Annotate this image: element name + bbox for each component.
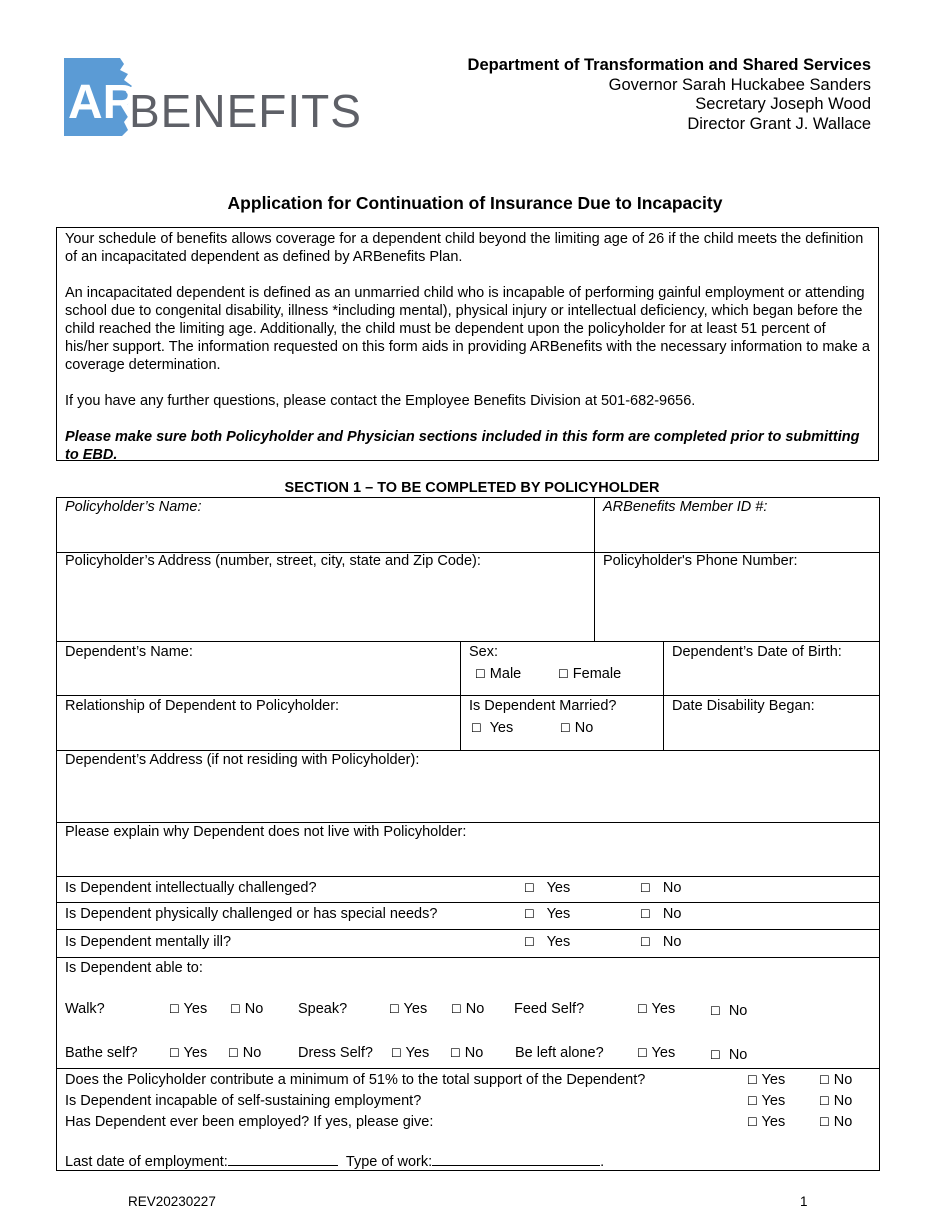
q-self-sustaining-label: Is Dependent incapable of self-sustaining employment? — [65, 1093, 422, 1109]
dependent-address-field[interactable] — [65, 772, 873, 818]
no-label: No — [574, 720, 594, 736]
no-label: No — [244, 1001, 264, 1017]
yes-label: Yes — [761, 1114, 786, 1130]
checkbox-icon[interactable]: ☐ — [230, 1002, 241, 1016]
checkbox-icon[interactable]: ☐ — [819, 1073, 830, 1087]
no-label: No — [662, 906, 682, 922]
policyholder-name-label: Policyholder’s Name: — [65, 499, 202, 515]
female-label: Female — [572, 666, 622, 682]
yes-label: Yes — [761, 1072, 786, 1088]
checkbox-icon[interactable]: ☐ — [391, 1046, 402, 1060]
policyholder-phone-label: Policyholder's Phone Number: — [603, 553, 798, 569]
secretary-line: Secretary Joseph Wood — [695, 95, 871, 114]
q-physical-no[interactable] — [640, 906, 681, 922]
no-label: No — [464, 1045, 484, 1061]
checkbox-icon[interactable]: ☐ — [475, 667, 486, 681]
completion-note: Please make sure both Policyholder and Physician sections included in this form are completed prior to submitting to EBD. — [65, 429, 860, 463]
no-label: No — [728, 1047, 748, 1063]
yes-label: Yes — [546, 880, 571, 896]
checkbox-icon[interactable]: ☐ — [228, 1046, 239, 1060]
checkbox-icon[interactable]: ☐ — [389, 1002, 400, 1016]
checkbox-icon[interactable]: ☐ — [747, 1073, 758, 1087]
q-intellectual-yes[interactable] — [524, 880, 570, 896]
last-date-label: Last date of employment: — [65, 1154, 228, 1170]
last-employment-row: Last date of employment: Type of work: . — [65, 1154, 605, 1170]
no-label: No — [662, 934, 682, 950]
alone-label: Be left alone? — [515, 1045, 604, 1061]
married-no-option[interactable] — [560, 720, 593, 736]
checkbox-icon[interactable]: ☐ — [524, 881, 535, 895]
yes-label: Yes — [183, 1045, 208, 1061]
q-support-no[interactable] — [819, 1072, 852, 1088]
dob-label: Dependent’s Date of Birth: — [672, 644, 842, 660]
bathe-yes[interactable] — [169, 1045, 207, 1061]
speak-label: Speak? — [298, 1001, 348, 1017]
q-support-yes[interactable] — [747, 1072, 785, 1088]
checkbox-icon[interactable]: ☐ — [560, 721, 571, 735]
yes-label: Yes — [546, 906, 571, 922]
checkbox-icon[interactable]: ☐ — [640, 881, 651, 895]
explain-field[interactable] — [65, 843, 873, 873]
walk-yes[interactable] — [169, 1001, 207, 1017]
form-title: Application for Continuation of Insurance Due to Incapacity — [227, 193, 723, 213]
q-self-sustaining-yes[interactable] — [747, 1093, 785, 1109]
checkbox-icon[interactable]: ☐ — [471, 721, 482, 735]
dress-label: Dress Self? — [298, 1045, 373, 1061]
alone-yes[interactable] — [637, 1045, 675, 1061]
relationship-field[interactable] — [65, 716, 455, 746]
checkbox-icon[interactable]: ☐ — [451, 1002, 462, 1016]
yes-label: Yes — [651, 1001, 676, 1017]
checkbox-icon[interactable]: ☐ — [524, 935, 535, 949]
checkbox-icon[interactable]: ☐ — [169, 1046, 180, 1060]
checkbox-icon[interactable]: ☐ — [640, 907, 651, 921]
no-label: No — [465, 1001, 485, 1017]
male-label: Male — [489, 666, 522, 682]
intro-paragraph-2: An incapacitated dependent is defined as an unmarried child who is incapable of performing gainful employment or attending school due to congenital disability, illness *including mental), physical injury or intellectual deficiency, which began before the child reached the limiting age. Additionally, the child must be dependent upon the policyholder for at least 51 percent of his/her support. The information requested on this form aids in providing ARBenefits with the necessary information to make a coverage determination. — [65, 285, 870, 373]
checkbox-icon[interactable]: ☐ — [710, 1048, 721, 1062]
dependent-address-label: Dependent’s Address (if not residing with Policyholder): — [65, 752, 420, 768]
checkbox-icon[interactable]: ☐ — [450, 1046, 461, 1060]
yes-label: Yes — [405, 1045, 430, 1061]
yes-label: Yes — [183, 1001, 208, 1017]
department-header — [468, 56, 871, 135]
walk-no[interactable] — [230, 1001, 263, 1017]
intro-box — [56, 227, 879, 461]
dress-no[interactable] — [450, 1045, 483, 1061]
yes-label: Yes — [403, 1001, 428, 1017]
no-label: No — [728, 1003, 748, 1019]
type-work-label: Type of work: — [345, 1154, 433, 1170]
dress-yes[interactable] — [391, 1045, 429, 1061]
married-label: Is Dependent Married? — [469, 698, 617, 714]
speak-yes[interactable] — [389, 1001, 427, 1017]
no-label: No — [833, 1114, 853, 1130]
q-intellectual-no[interactable] — [640, 880, 681, 896]
able-to-label: Is Dependent able to: — [65, 960, 203, 976]
intro-paragraph-1: Your schedule of benefits allows coverage for a dependent child beyond the limiting age of 26 if the child meets the definition of an incapacitated dependent as defined by ARBenefits Plan. — [65, 231, 864, 265]
walk-label: Walk? — [65, 1001, 105, 1017]
governor-line: Governor Sarah Huckabee Sanders — [608, 75, 871, 94]
section-1-title: SECTION 1 – TO BE COMPLETED BY POLICYHOLDER — [284, 480, 660, 496]
checkbox-icon[interactable]: ☐ — [819, 1094, 830, 1108]
policyholder-address-label: Policyholder’s Address (number, street, city, state and Zip Code): — [65, 553, 481, 569]
feed-no[interactable] — [710, 1003, 747, 1019]
disability-date-label: Date Disability Began: — [672, 698, 815, 714]
sex-label: Sex: — [469, 644, 499, 660]
sex-female-option[interactable] — [558, 666, 621, 682]
q-mental-label: Is Dependent mentally ill? — [65, 934, 232, 950]
q-employed-no[interactable] — [819, 1114, 852, 1130]
member-id-field[interactable] — [603, 516, 873, 550]
no-label: No — [833, 1072, 853, 1088]
q-mental-yes[interactable] — [524, 934, 570, 950]
checkbox-icon[interactable]: ☐ — [637, 1046, 648, 1060]
department-name: Department of Transformation and Shared Services — [467, 56, 871, 74]
intro-paragraph-3: If you have any further questions, please contact the Employee Benefits Division at 501-682-9656. — [65, 393, 696, 409]
policyholder-phone-field[interactable] — [603, 572, 873, 638]
checkbox-icon[interactable]: ☐ — [747, 1115, 758, 1129]
q-employed-yes[interactable] — [747, 1114, 785, 1130]
bathe-no[interactable] — [228, 1045, 261, 1061]
alone-no[interactable] — [710, 1047, 747, 1063]
feed-yes[interactable] — [637, 1001, 675, 1017]
yes-label: Yes — [761, 1093, 786, 1109]
q-support-label: Does the Policyholder contribute a minimum of 51% to the total support of the Dependent? — [65, 1072, 646, 1088]
explain-label: Please explain why Dependent does not live with Policyholder: — [65, 824, 467, 840]
policyholder-name-field[interactable] — [65, 516, 585, 550]
checkbox-icon[interactable]: ☐ — [524, 907, 535, 921]
married-yes-option[interactable] — [471, 720, 513, 736]
policyholder-address-field[interactable] — [65, 572, 585, 638]
dependent-name-field[interactable] — [65, 662, 455, 692]
checkbox-icon[interactable]: ☐ — [637, 1002, 648, 1016]
relationship-label: Relationship of Dependent to Policyholder: — [65, 698, 340, 714]
member-id-label: ARBenefits Member ID #: — [603, 499, 768, 515]
yes-label: Yes — [489, 720, 514, 736]
checkbox-icon[interactable]: ☐ — [558, 667, 569, 681]
checkbox-icon[interactable]: ☐ — [169, 1002, 180, 1016]
type-work-field[interactable] — [432, 1152, 600, 1166]
yes-label: Yes — [651, 1045, 676, 1061]
q-physical-label: Is Dependent physically challenged or has special needs? — [65, 906, 438, 922]
checkbox-icon[interactable]: ☐ — [640, 935, 651, 949]
feed-label: Feed Self? — [514, 1001, 585, 1017]
logo-wordmark: BENEFITS — [129, 85, 362, 137]
yes-label: Yes — [546, 934, 571, 950]
no-label: No — [242, 1045, 262, 1061]
revision-code: REV20230227 — [128, 1194, 216, 1209]
dependent-name-label: Dependent’s Name: — [65, 644, 193, 660]
q-self-sustaining-no[interactable] — [819, 1093, 852, 1109]
speak-no[interactable] — [451, 1001, 484, 1017]
disability-date-field[interactable] — [672, 716, 872, 746]
checkbox-icon[interactable]: ☐ — [747, 1094, 758, 1108]
logo-mark-text: AR — [68, 76, 138, 129]
no-label: No — [662, 880, 682, 896]
q-employed-label: Has Dependent ever been employed? If yes, please give: — [65, 1114, 434, 1130]
sex-male-option[interactable] — [475, 666, 521, 682]
q-intellectual-label: Is Dependent intellectually challenged? — [65, 880, 317, 896]
q-mental-no[interactable] — [640, 934, 681, 950]
page-number: 1 — [800, 1194, 808, 1209]
checkbox-icon[interactable]: ☐ — [710, 1004, 721, 1018]
q-physical-yes[interactable] — [524, 906, 570, 922]
checkbox-icon[interactable]: ☐ — [819, 1115, 830, 1129]
no-label: No — [833, 1093, 853, 1109]
bathe-label: Bathe self? — [65, 1045, 138, 1061]
dob-field[interactable] — [672, 662, 872, 692]
last-date-field[interactable] — [228, 1152, 338, 1166]
director-line: Director Grant J. Wallace — [687, 115, 871, 134]
